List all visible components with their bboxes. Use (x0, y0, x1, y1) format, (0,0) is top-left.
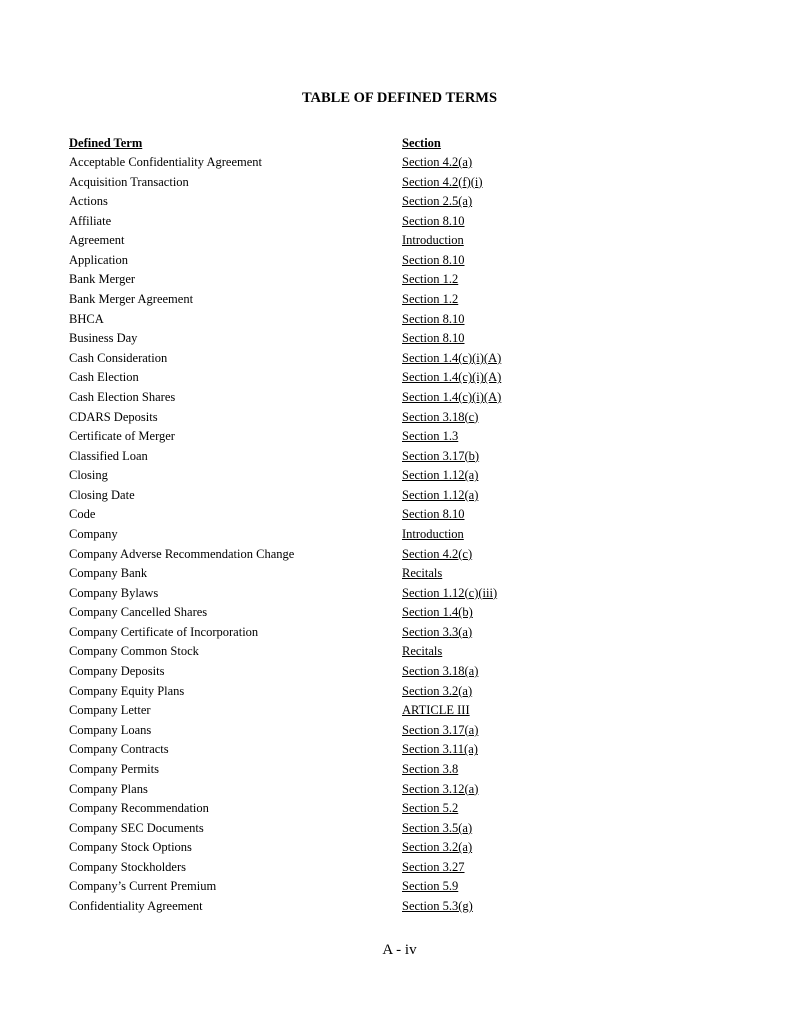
section-reference-link[interactable]: ARTICLE III (402, 703, 470, 718)
section-reference-link[interactable]: Section 5.9 (402, 879, 459, 894)
defined-term: Code (69, 507, 96, 522)
defined-term: Closing (69, 468, 108, 483)
page-number: A - iv (382, 942, 417, 958)
section-reference-link[interactable]: Section 8.10 (402, 331, 465, 346)
section-reference-link[interactable]: Section 1.4(b) (402, 605, 473, 620)
section-reference-link[interactable]: Recitals (402, 566, 443, 581)
section-reference-link[interactable]: Section 3.8 (402, 761, 459, 776)
table-row (0, 780, 799, 800)
defined-term: Company Bylaws (69, 585, 159, 600)
table-row (0, 721, 799, 741)
defined-term: Confidentiality Agreement (69, 898, 203, 913)
table-row (0, 682, 799, 702)
defined-term: Company Cancelled Shares (69, 605, 208, 620)
section-reference-link[interactable]: Section 2.5(a) (402, 194, 473, 209)
table-row (0, 466, 799, 486)
section-reference-link[interactable]: Section 3.12(a) (402, 781, 479, 796)
defined-term: CDARS Deposits (69, 409, 158, 424)
defined-term: Company Adverse Recommendation Change (69, 546, 295, 561)
defined-term: Company Contracts (69, 742, 169, 757)
defined-term: Affiliate (69, 213, 112, 228)
table-row (0, 251, 799, 271)
table-row (0, 290, 799, 310)
section-reference-link[interactable]: Section 1.12(c)(iii) (402, 585, 498, 600)
section-reference-link[interactable]: Section 8.10 (402, 311, 465, 326)
section-reference-link[interactable]: Section 1.4(c)(i)(A) (402, 370, 502, 385)
table-row (0, 819, 799, 839)
defined-term: Company Recommendation (69, 801, 209, 816)
defined-term: Closing Date (69, 487, 135, 502)
table-row (0, 173, 799, 193)
defined-term: Company Deposits (69, 664, 165, 679)
section-reference-link[interactable]: Section 4.2(f)(i) (402, 174, 483, 189)
defined-term: Application (69, 252, 129, 267)
defined-term: Company Bank (69, 566, 148, 581)
table-row (0, 662, 799, 682)
table-row (0, 897, 799, 917)
defined-term: Company SEC Documents (69, 820, 204, 835)
table-row (0, 486, 799, 506)
section-reference-link[interactable]: Recitals (402, 644, 443, 659)
defined-term: Company Letter (69, 703, 151, 718)
table-row (0, 427, 799, 447)
page-title: TABLE OF DEFINED TERMS (301, 90, 498, 106)
section-reference-link[interactable]: Section 3.17(a) (402, 722, 479, 737)
table-row (0, 525, 799, 545)
table-row (0, 858, 799, 878)
section-reference-link[interactable]: Section 1.3 (402, 429, 459, 444)
defined-term: Acceptable Confidentiality Agreement (69, 155, 262, 169)
defined-term: Company Permits (69, 761, 159, 776)
table-row (0, 584, 799, 604)
table-row (0, 838, 799, 858)
table-row (0, 408, 799, 428)
defined-term: Actions (69, 194, 108, 209)
section-reference-link[interactable]: Section 1.12(a) (402, 468, 479, 483)
table-row (0, 310, 799, 330)
table-row (0, 799, 799, 819)
defined-term: Company Stockholders (69, 859, 187, 874)
section-reference-link[interactable]: Section 1.12(a) (402, 487, 479, 502)
table-row (0, 388, 799, 408)
defined-term: Company Loans (69, 722, 152, 737)
section-reference-link[interactable]: Section 1.2 (402, 292, 459, 307)
section-reference-link[interactable]: Section 3.11(a) (402, 742, 478, 757)
defined-term: Company Plans (69, 781, 148, 796)
table-row (0, 760, 799, 780)
defined-term: Cash Consideration (69, 350, 168, 365)
section-reference-link[interactable]: Section 3.5(a) (402, 820, 473, 835)
section-reference-link[interactable]: Section 8.10 (402, 252, 465, 267)
table-row (0, 623, 799, 643)
defined-term: Classified Loan (69, 448, 148, 463)
table-row (0, 368, 799, 388)
table-row (0, 231, 799, 251)
section-reference-link[interactable]: Introduction (402, 526, 464, 541)
table-row (0, 447, 799, 467)
section-reference-link[interactable]: Section 4.2(c) (402, 546, 473, 561)
section-reference-link[interactable]: Section 1.4(c)(i)(A) (402, 389, 502, 404)
defined-term: Business Day (69, 331, 138, 346)
section-reference-link[interactable]: Section 5.2 (402, 801, 459, 816)
table-row (0, 701, 799, 721)
defined-term: Bank Merger (69, 272, 136, 287)
defined-term: Company’s Current Premium (69, 879, 217, 894)
defined-term: Agreement (69, 233, 125, 248)
defined-term: Acquisition Transaction (69, 174, 189, 189)
section-reference-link[interactable]: Section 4.2(a) (402, 155, 473, 169)
section-reference-link[interactable]: Section 8.10 (402, 507, 465, 522)
defined-term: Bank Merger Agreement (69, 292, 194, 307)
section-reference-link[interactable]: Section 3.18(c) (402, 409, 479, 424)
section-reference-link[interactable]: Section 8.10 (402, 213, 465, 228)
section-reference-link[interactable]: Section 3.27 (402, 859, 465, 874)
section-reference-link[interactable]: Section 3.18(a) (402, 664, 479, 679)
section-reference-link[interactable]: Section 1.2 (402, 272, 459, 287)
table-row (0, 349, 799, 369)
defined-term: Company Certificate of Incorporation (69, 624, 259, 639)
table-row (0, 642, 799, 662)
section-reference-link[interactable]: Section 5.3(g) (402, 898, 473, 913)
section-reference-link[interactable]: Introduction (402, 233, 464, 248)
table-row (0, 153, 799, 173)
table-row (0, 545, 799, 565)
table-row (0, 740, 799, 760)
defined-term: Company Equity Plans (69, 683, 185, 698)
section-reference-link[interactable]: Section 3.2(a) (402, 683, 473, 698)
defined-term: BHCA (69, 311, 104, 326)
defined-term: Company (69, 526, 118, 541)
section-reference-link[interactable]: Section 1.4(c)(i)(A) (402, 350, 502, 365)
section-reference-link[interactable]: Section 3.2(a) (402, 840, 473, 855)
defined-term: Cash Election Shares (69, 389, 176, 404)
defined-term: Cash Election (69, 370, 139, 385)
table-row (0, 329, 799, 349)
defined-terms-list (0, 153, 799, 917)
table-row (0, 192, 799, 212)
section-reference-link[interactable]: Section 3.3(a) (402, 624, 473, 639)
column-header-section: Section (402, 136, 441, 150)
table-row (0, 270, 799, 290)
column-header-defined-term: Defined Term (69, 136, 143, 150)
table-row (0, 212, 799, 232)
table-row (0, 564, 799, 584)
table-row (0, 505, 799, 525)
table-row (0, 877, 799, 897)
table-row (0, 603, 799, 623)
defined-term: Company Stock Options (69, 840, 192, 855)
section-reference-link[interactable]: Section 3.17(b) (402, 448, 480, 463)
defined-term: Certificate of Merger (69, 429, 175, 444)
defined-term: Company Common Stock (69, 644, 199, 659)
